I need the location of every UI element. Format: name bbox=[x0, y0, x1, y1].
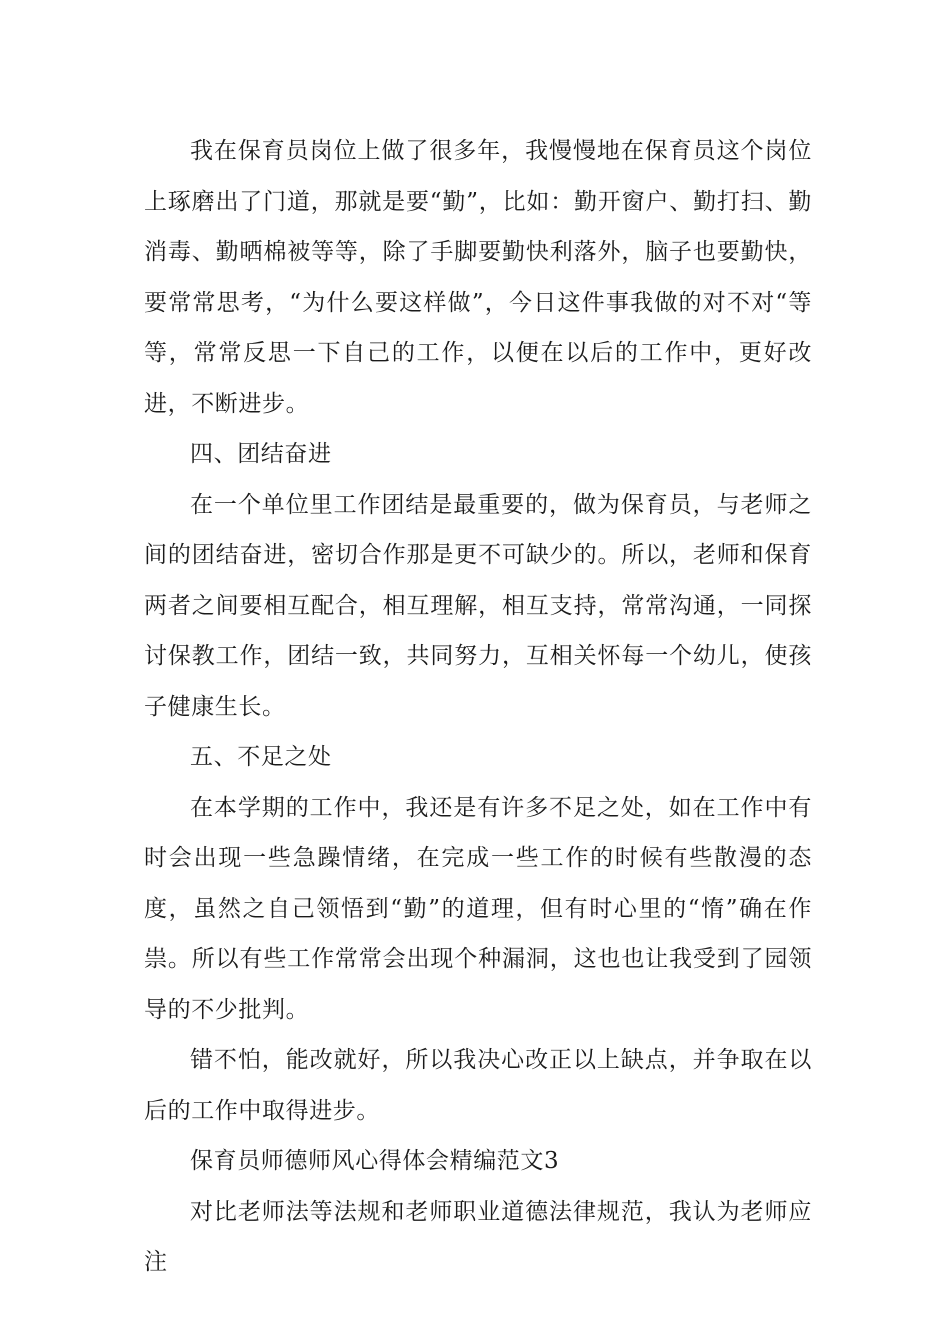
document-body bbox=[144, 126, 812, 1288]
paragraph-teacher-law: 对比老师法等法规和老师职业道德法律规范，我认为老师应注 bbox=[144, 1198, 812, 1275]
section-heading-shortcomings: 五、不足之处 bbox=[190, 744, 332, 770]
paragraph-improvement: 错不怕，能改就好，所以我决心改正以上缺点，并争取在以后的工作中取得进步。 bbox=[144, 1047, 812, 1124]
paragraph-shortcomings: 在本学期的工作中，我还是有许多不足之处，如在工作中有时会出现一些急躁情绪，在完成一些工作的时候有些散漫的态度，虽然之自己领悟到“勤”的道理，但有时心里的“惰”确在作祟。所以有些工作常常会出现个种漏洞，这也也让我受到了园领导的不少批判。 bbox=[144, 794, 812, 1023]
article-title-3: 保育员师德师风心得体会精编范文3 bbox=[190, 1148, 560, 1174]
paragraph-unity: 在一个单位里工作团结是最重要的，做为保育员，与老师之间的团结奋进，密切合作那是更不可缺少的。所以，老师和保育两者之间要相互配合，相互理解，相互支持，常常沟通，一同探讨保教工作，团结一致，共同努力，互相关怀每一个幼儿，使孩子健康生长。 bbox=[144, 491, 812, 720]
paragraph-diligence: 我在保育员岗位上做了很多年，我慢慢地在保育员这个岗位上琢磨出了门道，那就是要“勤”，比如：勤开窗户、勤打扫、勤消毒、勤晒棉被等等，除了手脚要勤快利落外，脑子也要勤快，要常常思考，“为什么要这样做”，今日这件事我做的对不对“等等，常常反思一下自己的工作，以便在以后的工作中，更好改进，不断进步。 bbox=[144, 138, 812, 417]
section-heading-unity: 四、团结奋进 bbox=[190, 441, 332, 467]
